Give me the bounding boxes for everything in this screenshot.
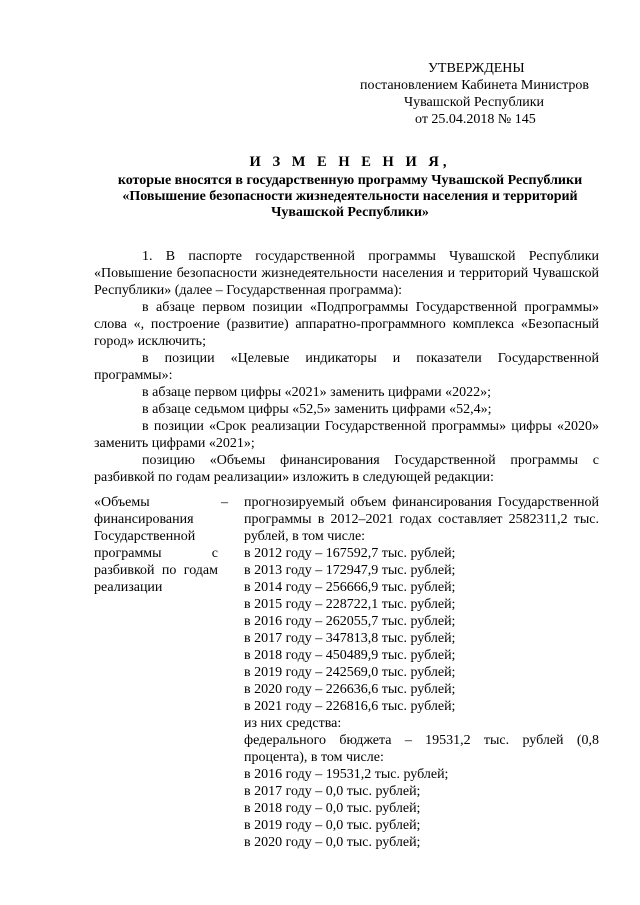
funding-line: в 2012 году – 167592,7 тыс. рублей; <box>244 546 456 561</box>
funding-table-values <box>244 494 599 851</box>
funding-line: в 2016 году – 262055,7 тыс. рублей; <box>244 614 456 629</box>
funding-line: в 2015 году – 228722,1 тыс. рублей; <box>244 597 456 612</box>
federal-line: в 2018 году – 0,0 тыс. рублей; <box>244 801 421 816</box>
funding-intro: прогнозируемый объем финансирования Государственной программы в 2012–2021 годах составляет 2582311,2 тыс. рублей, в том числе: <box>244 495 599 544</box>
approval-line-4: от 25.04.2018 № 145 <box>415 112 536 127</box>
funding-line: из них средства: <box>244 716 342 731</box>
federal-line: в 2019 году – 0,0 тыс. рублей; <box>244 818 421 833</box>
federal-line: в 2017 году – 0,0 тыс. рублей; <box>244 784 421 799</box>
funding-table-label: «Объемы финансирования Государственной программы с разбивкой по годам реализации <box>94 495 218 595</box>
document-subtitle: которые вносятся в государственную программу Чувашской Республики «Повышение безопасности жизнедеятельности населения и территорий Чувашской Республики» <box>117 173 583 220</box>
paragraph: в абзаце седьмом цифры «52,5» заменить цифрами «52,4»; <box>142 402 492 417</box>
funding-line: в 2020 году – 226636,6 тыс. рублей; <box>244 682 456 697</box>
approval-line-3: Чувашской Республики <box>404 95 545 110</box>
federal-line: в 2020 году – 0,0 тыс. рублей; <box>244 835 421 850</box>
funding-line: в 2014 году – 256666,9 тыс. рублей; <box>244 580 456 595</box>
paragraph: в позиции «Целевые индикаторы и показатели Государственной программы»: <box>94 351 599 383</box>
funding-line: в 2021 году – 226816,6 тыс. рублей; <box>244 699 456 714</box>
paragraph: в позиции «Срок реализации Государственной программы» цифры «2020» заменить цифрами «2021»; <box>94 419 599 451</box>
funding-line: в 2013 году – 172947,9 тыс. рублей; <box>244 563 456 578</box>
paragraph: в абзаце первом позиции «Подпрограммы Государственной программы» слова «, построение (развитие) аппаратно-программного комплекса «Безопасный город» исключить; <box>94 300 599 349</box>
approval-line-1: УТВЕРЖДЕНЫ <box>428 61 525 76</box>
approval-line-2: постановлением Кабинета Министров <box>360 78 589 93</box>
funding-line: в 2018 году – 450489,9 тыс. рублей; <box>244 648 456 663</box>
approval-block <box>360 60 600 128</box>
paragraph: позицию «Объемы финансирования Государственной программы с разбивкой по годам реализации» изложить в следующей редакции: <box>94 453 599 485</box>
document-body <box>94 248 599 486</box>
document-title: И З М Е Н Е Н И Я, <box>249 154 451 170</box>
federal-line: в 2016 году – 19531,2 тыс. рублей; <box>244 767 449 782</box>
funding-table-dash: – <box>221 495 228 510</box>
funding-line: в 2017 году – 347813,8 тыс. рублей; <box>244 631 456 646</box>
paragraph: 1. В паспорте государственной программы Чувашской Республики «Повышение безопасности жизнедеятельности населения и территорий Чувашской Республики» (далее – Государственная программа): <box>94 249 599 298</box>
paragraph: в абзаце первом цифры «2021» заменить цифрами «2022»; <box>142 385 491 400</box>
funding-line: в 2019 году – 242569,0 тыс. рублей; <box>244 665 456 680</box>
federal-budget-line: федерального бюджета – 19531,2 тыс. рублей (0,8 процента), в том числе: <box>244 733 599 765</box>
